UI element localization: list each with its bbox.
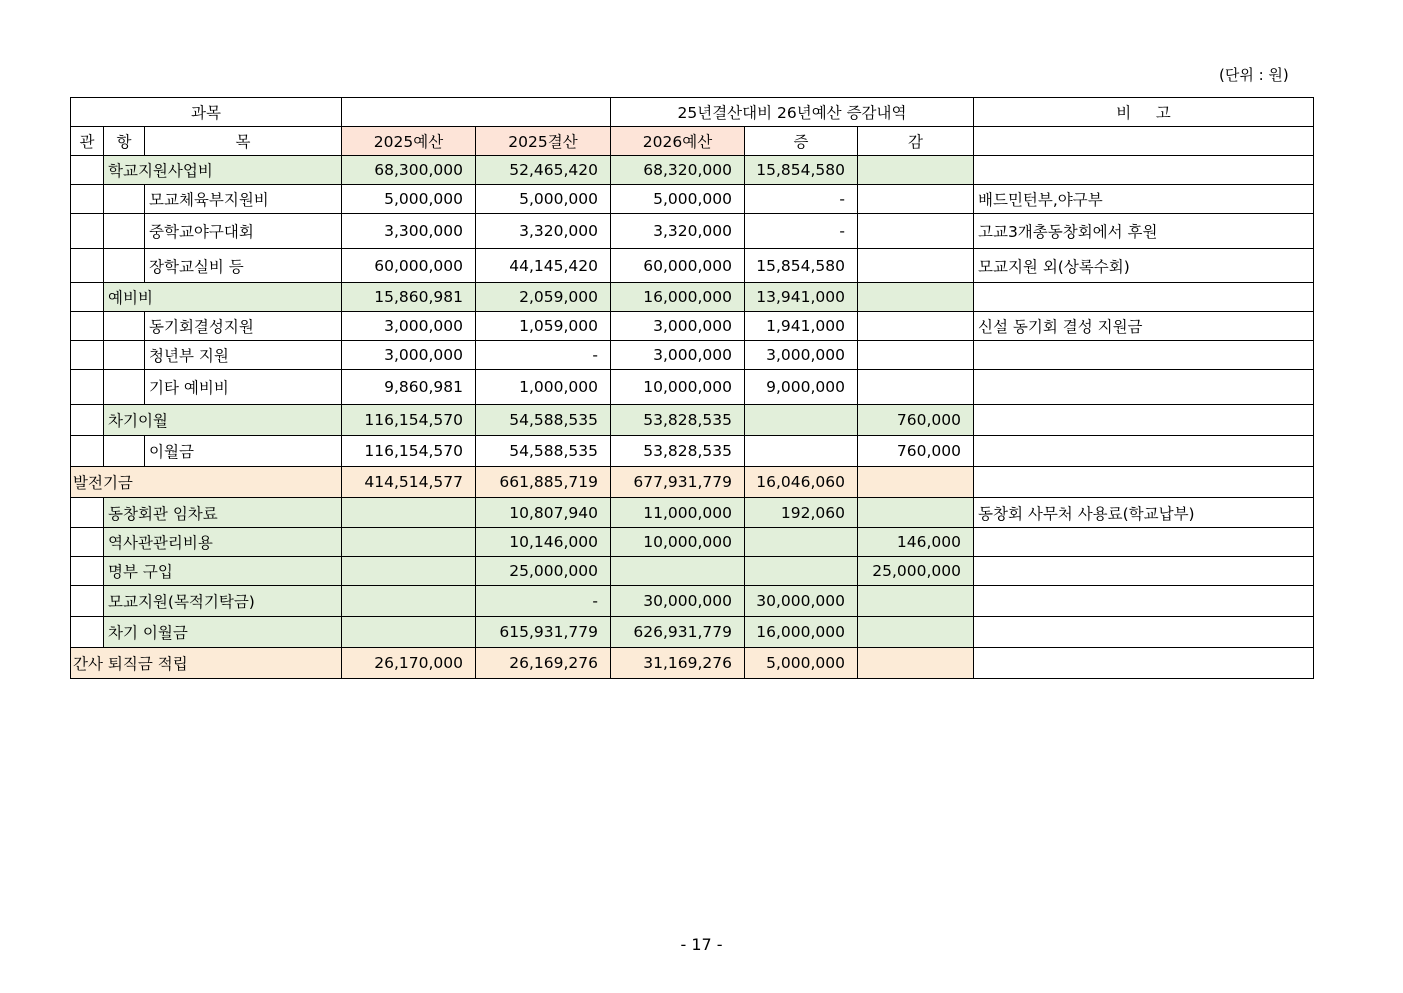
cell-decrease: [858, 312, 974, 341]
cell-settlement-2025: 1,059,000: [476, 312, 611, 341]
row-name: 장학교실비 등: [145, 249, 342, 283]
table-row: [71, 214, 1314, 249]
cell-budget-2025: 3,000,000: [342, 312, 476, 341]
header-budget-2025: 2025예산: [342, 127, 476, 156]
table-row: [71, 648, 1314, 679]
cell-decrease: 760,000: [858, 436, 974, 467]
row-name: 학교지원사업비: [104, 156, 342, 185]
unit-label: (단위 : 원): [1219, 66, 1289, 84]
cell-settlement-2025: -: [476, 586, 611, 617]
row-name: 모교지원(목적기탁금): [104, 586, 342, 617]
row-name: 간사 퇴직금 적립: [71, 648, 342, 679]
table-row: [71, 156, 1314, 185]
row-name: 청년부 지원: [145, 341, 342, 370]
cell-increase: -: [745, 214, 858, 249]
cell-settlement-2025: 2,059,000: [476, 283, 611, 312]
cell-budget-2025: [342, 617, 476, 648]
header-remarks: 비 고: [974, 98, 1314, 127]
cell-note: 모교지원 외(상록수회): [974, 249, 1314, 283]
header-remarks-blank: [974, 127, 1314, 156]
row-name: 예비비: [104, 283, 342, 312]
cell-increase: 16,000,000: [745, 617, 858, 648]
cell-note: 동창회 사무처 사용료(학교납부): [974, 498, 1314, 528]
cell-note: [974, 405, 1314, 436]
header-settlement-2025: 2025결산: [476, 127, 611, 156]
cell-note: [974, 557, 1314, 586]
table-row: [71, 498, 1314, 528]
cell-budget-2025: 5,000,000: [342, 185, 476, 214]
cell-budget-2026: 68,320,000: [611, 156, 745, 185]
cell-note: [974, 370, 1314, 405]
cell-settlement-2025: -: [476, 341, 611, 370]
cell-budget-2025: 15,860,981: [342, 283, 476, 312]
table-row: [71, 370, 1314, 405]
cell-settlement-2025: 615,931,779: [476, 617, 611, 648]
row-name: 중학교야구대회: [145, 214, 342, 249]
page-number: - 17 -: [680, 935, 723, 954]
cell-budget-2025: 116,154,570: [342, 405, 476, 436]
cell-budget-2025: 68,300,000: [342, 156, 476, 185]
cell-note: [974, 436, 1314, 467]
cell-settlement-2025: 10,807,940: [476, 498, 611, 528]
cell-note: [974, 586, 1314, 617]
table-row: [71, 283, 1314, 312]
cell-decrease: [858, 283, 974, 312]
cell-settlement-2025: 5,000,000: [476, 185, 611, 214]
header-budget-2026: 2026예산: [611, 127, 745, 156]
cell-increase: -: [745, 185, 858, 214]
header-row-2: [71, 127, 1314, 156]
table-row: [71, 341, 1314, 370]
cell-settlement-2025: 25,000,000: [476, 557, 611, 586]
table-row: [71, 312, 1314, 341]
cell-budget-2026: 11,000,000: [611, 498, 745, 528]
cell-budget-2026: 3,320,000: [611, 214, 745, 249]
cell-budget-2025: [342, 557, 476, 586]
table-row: [71, 557, 1314, 586]
cell-decrease: [858, 341, 974, 370]
table-row: [71, 436, 1314, 467]
cell-settlement-2025: 10,146,000: [476, 528, 611, 557]
cell-budget-2026: 16,000,000: [611, 283, 745, 312]
cell-note: [974, 341, 1314, 370]
cell-decrease: [858, 617, 974, 648]
table-row: [71, 185, 1314, 214]
cell-budget-2026: 10,000,000: [611, 370, 745, 405]
cell-settlement-2025: 54,588,535: [476, 436, 611, 467]
cell-budget-2025: 3,300,000: [342, 214, 476, 249]
cell-budget-2026: 53,828,535: [611, 405, 745, 436]
row-name: 동창회관 임차료: [104, 498, 342, 528]
table-row: [71, 528, 1314, 557]
cell-decrease: [858, 185, 974, 214]
table-row: [71, 405, 1314, 436]
cell-budget-2026: 53,828,535: [611, 436, 745, 467]
cell-budget-2026: 10,000,000: [611, 528, 745, 557]
cell-settlement-2025: 54,588,535: [476, 405, 611, 436]
cell-note: [974, 467, 1314, 498]
cell-budget-2025: 9,860,981: [342, 370, 476, 405]
cell-increase: [745, 557, 858, 586]
header-gwan: 관: [71, 127, 104, 156]
cell-budget-2026: 5,000,000: [611, 185, 745, 214]
row-name: 역사관관리비용: [104, 528, 342, 557]
cell-budget-2025: 26,170,000: [342, 648, 476, 679]
cell-increase: 15,854,580: [745, 249, 858, 283]
cell-decrease: 146,000: [858, 528, 974, 557]
cell-budget-2026: 626,931,779: [611, 617, 745, 648]
row-name: 차기 이월금: [104, 617, 342, 648]
cell-budget-2026: [611, 557, 745, 586]
budget-table: [70, 97, 1314, 679]
header-increase: 증: [745, 127, 858, 156]
cell-note: 배드민턴부,야구부: [974, 185, 1314, 214]
cell-decrease: [858, 467, 974, 498]
cell-increase: [745, 405, 858, 436]
cell-decrease: [858, 156, 974, 185]
cell-budget-2025: 116,154,570: [342, 436, 476, 467]
cell-settlement-2025: 52,465,420: [476, 156, 611, 185]
row-name: 기타 예비비: [145, 370, 342, 405]
header-change-group: 25년결산대비 26년예산 증감내역: [611, 98, 974, 127]
cell-budget-2026: 677,931,779: [611, 467, 745, 498]
cell-note: [974, 648, 1314, 679]
cell-budget-2025: [342, 528, 476, 557]
cell-budget-2025: 3,000,000: [342, 341, 476, 370]
table-row: [71, 249, 1314, 283]
row-name: 모교체육부지원비: [145, 185, 342, 214]
header-decrease: 감: [858, 127, 974, 156]
cell-budget-2026: 31,169,276: [611, 648, 745, 679]
cell-decrease: 25,000,000: [858, 557, 974, 586]
cell-increase: 3,000,000: [745, 341, 858, 370]
cell-note: [974, 156, 1314, 185]
header-row-1: [71, 98, 1314, 127]
cell-budget-2025: [342, 586, 476, 617]
cell-decrease: 760,000: [858, 405, 974, 436]
cell-budget-2025: [342, 498, 476, 528]
cell-settlement-2025: 1,000,000: [476, 370, 611, 405]
cell-increase: 15,854,580: [745, 156, 858, 185]
cell-decrease: [858, 370, 974, 405]
header-mok: 목: [145, 127, 342, 156]
row-name: 차기이월: [104, 405, 342, 436]
cell-settlement-2025: 26,169,276: [476, 648, 611, 679]
cell-decrease: [858, 586, 974, 617]
header-blank: [342, 98, 611, 127]
cell-settlement-2025: 44,145,420: [476, 249, 611, 283]
table-row: [71, 586, 1314, 617]
cell-increase: 30,000,000: [745, 586, 858, 617]
row-name: 동기회결성지원: [145, 312, 342, 341]
cell-decrease: [858, 214, 974, 249]
cell-budget-2026: 3,000,000: [611, 341, 745, 370]
cell-increase: 1,941,000: [745, 312, 858, 341]
cell-note: [974, 617, 1314, 648]
cell-note: 고교3개총동창회에서 후원: [974, 214, 1314, 249]
row-name: 이월금: [145, 436, 342, 467]
cell-settlement-2025: 661,885,719: [476, 467, 611, 498]
cell-increase: 13,941,000: [745, 283, 858, 312]
cell-budget-2025: 414,514,577: [342, 467, 476, 498]
header-subject: 과목: [71, 98, 342, 127]
cell-note: [974, 283, 1314, 312]
cell-increase: 192,060: [745, 498, 858, 528]
cell-note: [974, 528, 1314, 557]
cell-budget-2026: 30,000,000: [611, 586, 745, 617]
header-hang: 항: [104, 127, 145, 156]
cell-decrease: [858, 249, 974, 283]
cell-budget-2026: 60,000,000: [611, 249, 745, 283]
cell-budget-2026: 3,000,000: [611, 312, 745, 341]
cell-increase: [745, 436, 858, 467]
cell-increase: 9,000,000: [745, 370, 858, 405]
table-row: [71, 467, 1314, 498]
cell-decrease: [858, 648, 974, 679]
row-name: 명부 구입: [104, 557, 342, 586]
cell-note: 신설 동기회 결성 지원금: [974, 312, 1314, 341]
cell-budget-2025: 60,000,000: [342, 249, 476, 283]
cell-increase: [745, 528, 858, 557]
cell-increase: 5,000,000: [745, 648, 858, 679]
table-row: [71, 617, 1314, 648]
cell-settlement-2025: 3,320,000: [476, 214, 611, 249]
cell-decrease: [858, 498, 974, 528]
cell-increase: 16,046,060: [745, 467, 858, 498]
row-name: 발전기금: [71, 467, 342, 498]
